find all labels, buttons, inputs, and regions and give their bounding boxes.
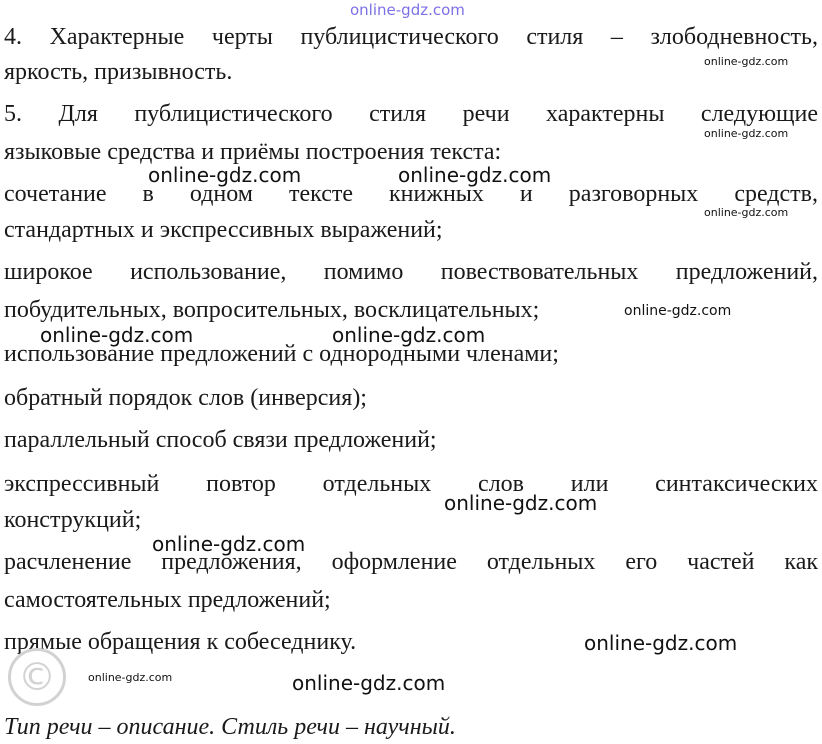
watermark-large: online-gdz.com: [152, 532, 306, 556]
text-line-1: 4. Характерные черты публицистического стиля – злободневность,: [4, 24, 818, 50]
text-line-3: 5. Для публицистического стиля речи характерны следующие: [4, 101, 818, 127]
watermark-small: online-gdz.com: [704, 55, 789, 68]
watermark-small: online-gdz.com: [704, 206, 789, 219]
watermark-large: online-gdz.com: [332, 323, 486, 347]
text-line-16: прямые обращения к собеседнику.: [4, 629, 357, 655]
text-line-12: экспрессивный повтор отдельных слов или синтаксических: [4, 471, 818, 497]
watermark-medium: online-gdz.com: [624, 303, 732, 319]
text-line-6: стандартных и экспрессивных выражений;: [4, 217, 443, 243]
conclusion-line: Тип речи – описание. Стиль речи – научный.: [4, 714, 456, 740]
copyright-icon: ©: [8, 648, 66, 706]
text-line-9: использование предложений с однородными членами;: [4, 341, 559, 367]
watermark-top: online-gdz.com: [350, 1, 465, 19]
text-line-13: конструкций;: [4, 507, 142, 533]
text-line-7: широкое использование, помимо повествовательных предложений,: [4, 259, 818, 285]
watermark-small: online-gdz.com: [88, 671, 173, 684]
text-line-11: параллельный способ связи предложений;: [4, 427, 437, 453]
watermark-large: online-gdz.com: [584, 631, 738, 655]
watermark-large: online-gdz.com: [40, 323, 194, 347]
text-line-10: обратный порядок слов (инверсия);: [4, 385, 367, 411]
text-line-15: самостоятельных предложений;: [4, 587, 331, 613]
watermark-large: online-gdz.com: [398, 163, 552, 187]
text-line-4: языковые средства и приёмы построения текста:: [4, 139, 502, 165]
watermark-small: online-gdz.com: [704, 127, 789, 140]
watermark-large: online-gdz.com: [148, 163, 302, 187]
text-line-5: сочетание в одном тексте книжных и разговорных средств,: [4, 181, 818, 207]
text-line-2: яркость, призывность.: [4, 59, 233, 85]
watermark-large: online-gdz.com: [444, 491, 598, 515]
watermark-large: online-gdz.com: [292, 671, 446, 695]
text-line-8: побудительных, вопросительных, восклицательных;: [4, 297, 540, 323]
text-line-14: расчленение предложения, оформление отдельных его частей как: [4, 549, 818, 575]
